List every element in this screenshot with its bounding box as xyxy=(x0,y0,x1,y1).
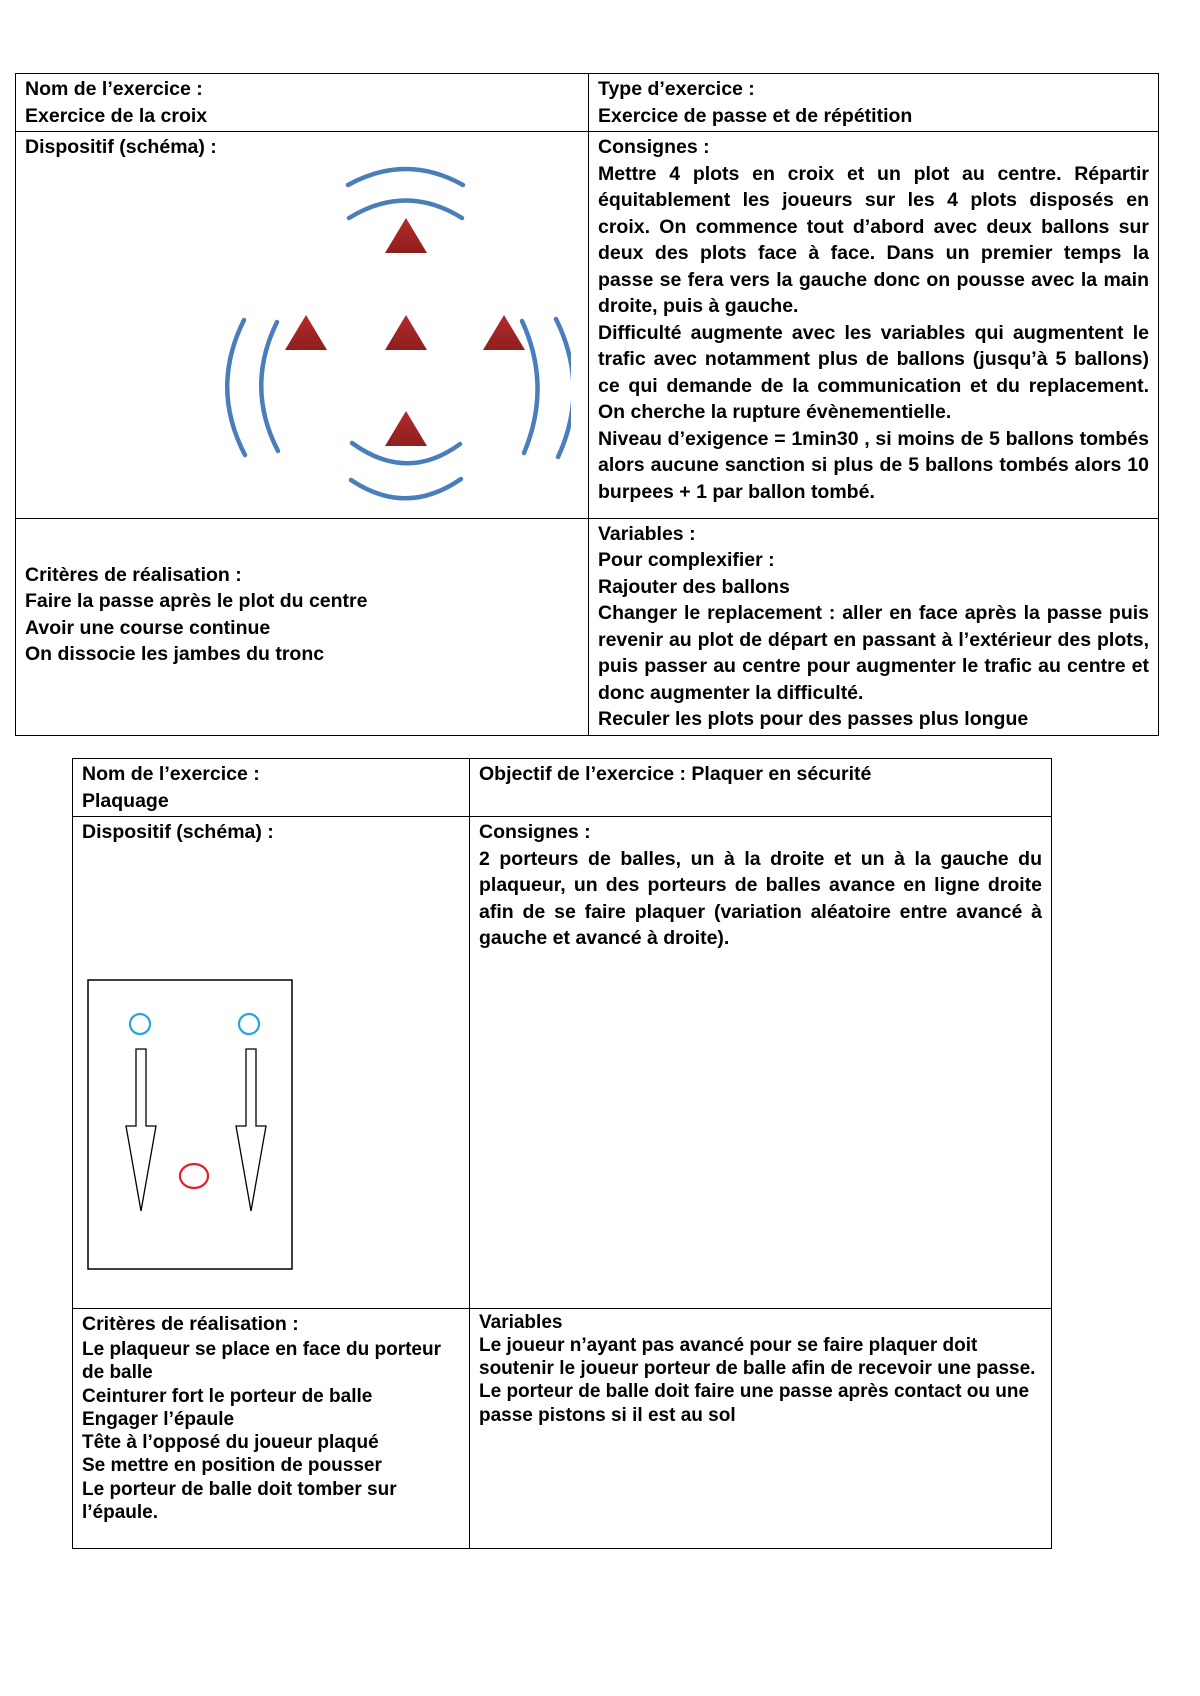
instructions-paragraph: Mettre 4 plots en croix et un plot au centre. Répartir équitablement les joueurs sur les 4 plots disposés en croix. On commence tout d’abord avec deux ballons sur deux des plots face à face. Dans un premier temps la passe se fera vers la gauche donc on pousse avec la main droite, puis à gauche. xyxy=(598,162,1149,317)
variables-cell xyxy=(589,518,1159,735)
cross-diagram xyxy=(16,161,571,516)
criteria-item: Ceinturer fort le porteur de balle xyxy=(82,1385,373,1407)
variables-label: Variables : xyxy=(598,522,696,545)
right-cone xyxy=(483,315,525,350)
variable-item: Changer le replacement : aller en face après la passe puis revenir au plot de départ en passant à l’extérieur des plots, puis passer au centre pour augmenter le trafic au centre et donc augmenter la difficulté. xyxy=(598,602,1149,704)
header-row xyxy=(16,74,1159,132)
bottom-cone xyxy=(385,411,427,446)
criteria-item: Le plaqueur se place en face du porteur de balle xyxy=(82,1339,441,1384)
tackle-diagram xyxy=(73,846,463,1306)
top-cone xyxy=(385,218,427,253)
top-inner-arc xyxy=(349,200,462,218)
setup-label: Dispositif (schéma) : xyxy=(82,821,274,843)
setup-row xyxy=(73,817,1052,1309)
criteria-label: Critères de réalisation : xyxy=(25,563,242,586)
field-rectangle xyxy=(88,980,292,1269)
instructions-paragraph: 2 porteurs de balles, un à la droite et un à la gauche du plaqueur, un des porteurs de balles avance en ligne droite afin de se faire plaquer (variation aléatoire entre avancé à gauche et avancé à droite). xyxy=(479,847,1042,949)
criteria-label: Critères de réalisation : xyxy=(82,1312,299,1335)
variable-item: Le porteur de balle doit faire une passe après contact ou une passe pistons si il est au sol xyxy=(479,1381,1030,1426)
arrow-right xyxy=(236,1049,266,1211)
ball-carrier-right xyxy=(239,1014,259,1034)
setup-row xyxy=(16,132,1159,519)
right-inner-arc xyxy=(522,321,538,453)
criteria-cell xyxy=(73,1308,470,1548)
exercise-type-cell xyxy=(589,74,1159,132)
criteria-row xyxy=(73,1308,1052,1548)
instructions-cell xyxy=(470,817,1052,1309)
exercise-type-label: Type d’exercice : xyxy=(598,78,755,100)
exercise-name-value: Exercice de la croix xyxy=(25,104,208,127)
exercise-name-value: Plaquage xyxy=(82,789,169,812)
exercise-name-label: Nom de l’exercice : xyxy=(25,78,203,100)
header-row xyxy=(73,759,1052,817)
criteria-item: Avoir une course continue xyxy=(25,616,271,639)
tackler xyxy=(180,1164,208,1188)
bottom-inner-arc xyxy=(352,443,460,463)
instructions-label: Consignes : xyxy=(479,821,591,843)
criteria-item: Le porteur de balle doit tomber sur l’épaule. xyxy=(82,1478,397,1524)
instructions-cell xyxy=(589,132,1159,519)
instructions-paragraph: Difficulté augmente avec les variables qui augmentent le trafic avec notamment plus de ballons (jusqu’à 5 ballons) ce qui demande de la communication et du replacement. On cherche la rupture évènementielle. xyxy=(598,321,1149,423)
exercise-name-cell xyxy=(16,74,589,132)
setup-label: Dispositif (schéma) : xyxy=(25,136,217,158)
criteria-cell xyxy=(16,518,589,735)
arrow-left xyxy=(126,1049,156,1211)
instructions-paragraph: Niveau d’exigence = 1min30 , si moins de 5 ballons tombés alors aucune sanction si plus de 5 ballons tombés alors 10 burpees + 1 par ballon tombé. xyxy=(598,427,1149,503)
left-inner-arc xyxy=(261,322,278,451)
variable-item: Reculer les plots pour des passes plus longue xyxy=(598,708,1029,730)
exercise-name-cell xyxy=(73,759,470,817)
instructions-label: Consignes : xyxy=(598,136,710,158)
top-outer-arc xyxy=(348,169,463,185)
setup-cell xyxy=(73,817,470,1309)
exercise-type-value: Exercice de passe et de répétition xyxy=(598,104,913,127)
variables-label: Variables xyxy=(479,1311,563,1333)
setup-cell xyxy=(16,132,589,519)
criteria-item: Faire la passe après le plot du centre xyxy=(25,590,368,612)
exercise-table-cross xyxy=(15,73,1159,736)
complexify-label: Pour complexifier : xyxy=(598,549,775,571)
criteria-item: Se mettre en position de pousser xyxy=(82,1455,382,1477)
variables-cell xyxy=(470,1308,1052,1548)
right-outer-arc xyxy=(556,319,571,457)
exercise-table-tackle xyxy=(72,758,1052,1549)
variable-item: Le joueur n’ayant pas avancé pour se faire plaquer doit soutenir le joueur porteur de balle afin de recevoir une passe. xyxy=(479,1334,1036,1380)
exercise-name-label: Nom de l’exercice : xyxy=(82,763,260,785)
bottom-outer-arc xyxy=(351,479,461,498)
variable-item: Rajouter des ballons xyxy=(598,575,790,598)
criteria-row xyxy=(16,518,1159,735)
criteria-item: On dissocie les jambes du tronc xyxy=(25,643,325,665)
criteria-item: Tête à l’opposé du joueur plaqué xyxy=(82,1432,379,1454)
left-cone xyxy=(285,315,327,350)
objective-text: Objectif de l’exercice : Plaquer en sécurité xyxy=(479,763,872,785)
center-cone xyxy=(385,315,427,350)
left-outer-arc xyxy=(227,320,245,455)
objective-cell xyxy=(470,759,1052,817)
criteria-item: Engager l’épaule xyxy=(82,1408,235,1430)
ball-carrier-left xyxy=(130,1014,150,1034)
